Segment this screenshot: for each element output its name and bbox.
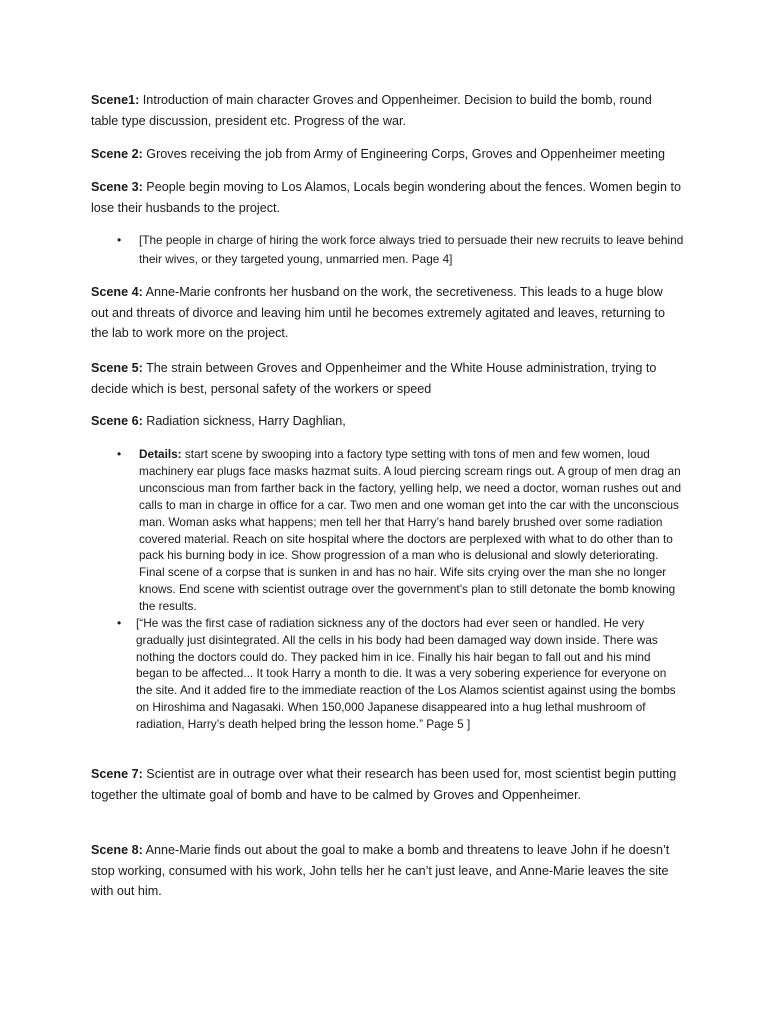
scene-1-label: Scene1: xyxy=(91,93,140,107)
scene-6-details-label: Details: xyxy=(139,447,182,461)
scene-6-details-text: start scene by swooping into a factory type setting with tons of men and few women, loud machinery ear plugs face masks hazmat suits. A loud piercing scream rings out. A group of men drag an unconscious man from farther back in the factory, yelling help, we need a doctor, woman rushes out and calls to man in charge in office for a car. Two men and one woman get into the car with the unconscious man. Woman asks what happens; men tell her that Harry’s hand barely brushed over some radiation covered material. Reach on site hospital where the doctors are perplexed with what to do other than to pack his burning body in ice. Show progression of a man who is delusional and slowly deteriorating. Final scene of a corpse that is sunken in and has no hair. Wife sits crying over the man she no longer knows. End scene with scientist outrage over the government’s plan to still detonate the bomb knowing the results. xyxy=(139,447,682,614)
scene-1-text: Introduction of main character Groves and Oppenheimer. Decision to build the bomb, round table type discussion, president etc. Progress of the war. xyxy=(91,93,652,128)
scene-3-quote: [The people in charge of hiring the work force always tried to persuade their new recruits to leave behind their wives, or they targeted young, unmarried men. Page 4] xyxy=(139,233,684,266)
scene-2-label: Scene 2: xyxy=(91,147,143,161)
scene-4-label: Scene 4: xyxy=(91,285,143,299)
scene-6-paragraph xyxy=(91,411,681,432)
scene-3-paragraph xyxy=(91,177,681,218)
scene-3-label: Scene 3: xyxy=(91,180,143,194)
bullet-icon: • xyxy=(117,233,122,247)
scene-5-label: Scene 5: xyxy=(91,361,143,375)
scene-3-quote-bullet xyxy=(117,231,687,268)
scene-1-paragraph xyxy=(91,90,681,131)
scene-5-paragraph xyxy=(91,358,681,399)
scene-6-quote-bullet xyxy=(117,615,684,733)
scene-2-text: Groves receiving the job from Army of Engineering Corps, Groves and Oppenheimer meeting xyxy=(142,147,666,161)
scene-7-paragraph xyxy=(91,764,681,805)
scene-2-paragraph xyxy=(91,144,681,165)
scene-6-quote: [“He was the first case of radiation sickness any of the doctors had ever seen or handled. He very gradually just disintegrated. All the cells in his body had been damaged way down inside. There was nothing the doctors could do. They packed him in ice. Finally his hair began to fall out and his mind began to be affected... It took Harry a month to die. It was a very sobering experience for everyone on the site. And it added fire to the immediate reaction of the Los Alamos scientist against using the bombs on Hiroshima and Nagasaki. When 150,000 Japanese disappeared into a hug lethal mushroom of radiation, Harry’s death helped bring the lesson home.” Page 5 ] xyxy=(136,616,676,731)
bullet-icon: • xyxy=(117,616,122,630)
bullet-icon: • xyxy=(117,447,122,461)
scene-6-text: Radiation sickness, Harry Daghlian, xyxy=(142,414,346,428)
scene-8-paragraph xyxy=(91,840,681,902)
scene-4-text: Anne-Marie confronts her husband on the work, the secretiveness. This leads to a huge blow out and threats of divorce and leaving him until he becomes extremely agitated and leaves, returning to the lab to work more on the project. xyxy=(91,285,666,340)
scene-8-text: Anne-Marie finds out about the goal to make a bomb and threatens to leave John if he doesn’t stop working, consumed with his work, John tells her he can’t just leave, and Anne-Marie leaves the site with out him. xyxy=(91,843,670,898)
scene-5-text: The strain between Groves and Oppenheimer and the White House administration, trying to decide which is best, personal safety of the workers or speed xyxy=(91,361,657,396)
scene-8-label: Scene 8: xyxy=(91,843,143,857)
scene-4-paragraph xyxy=(91,282,681,344)
scene-7-text: Scientist are in outrage over what their research has been used for, most scientist begin putting together the ultimate goal of bomb and have to be calmed by Groves and Oppenheimer. xyxy=(91,767,677,802)
scene-6-details-bullet xyxy=(117,446,687,615)
scene-3-text: People begin moving to Los Alamos, Locals begin wondering about the fences. Women begin to lose their husbands to the project. xyxy=(91,180,681,215)
scene-6-label: Scene 6: xyxy=(91,414,143,428)
scene-7-label: Scene 7: xyxy=(91,767,143,781)
